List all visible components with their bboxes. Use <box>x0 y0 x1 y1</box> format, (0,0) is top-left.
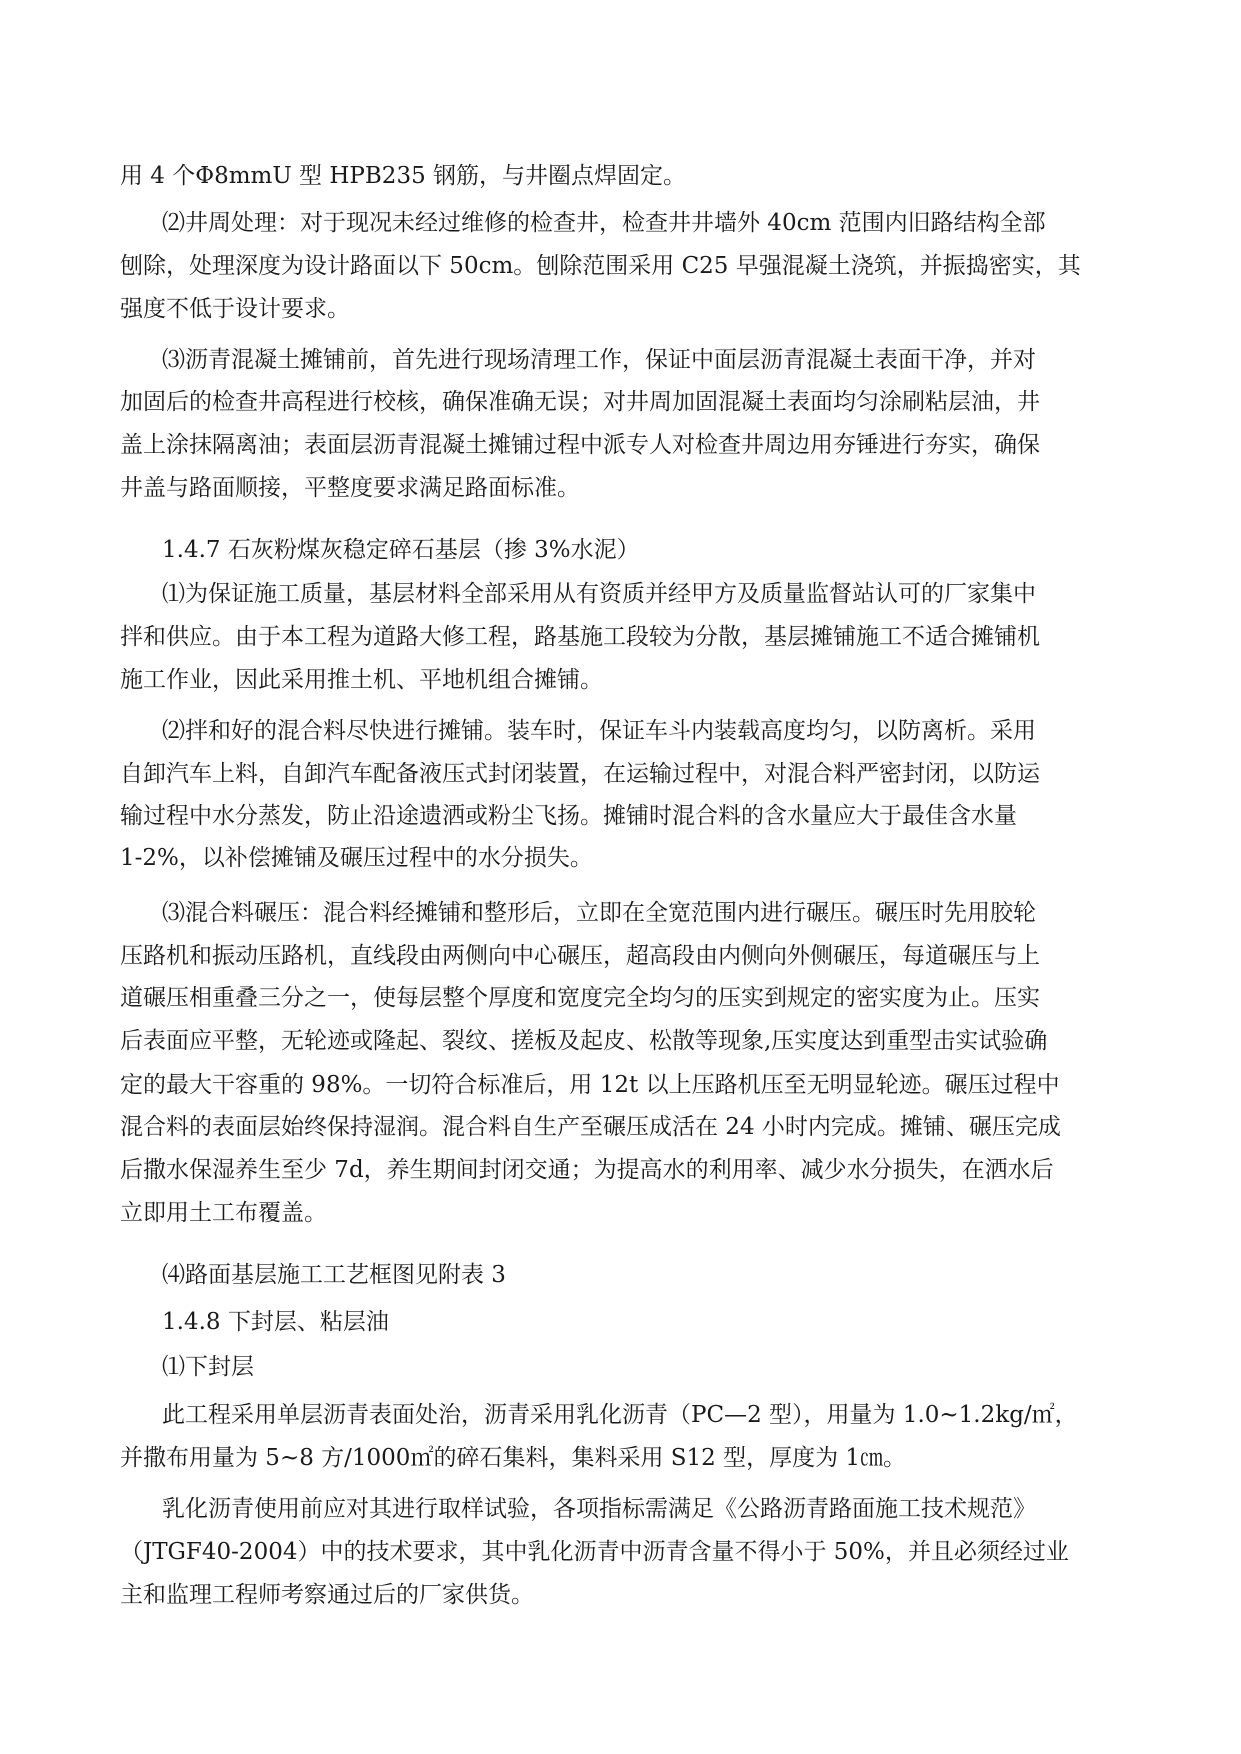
text-line: ⑷路面基层施工工艺框图见附表 3 <box>162 1262 506 1288</box>
text-line: 井盖与路面顺接，平整度要求满足路面标准。 <box>120 475 580 501</box>
text-line: 自卸汽车上料，自卸汽车配备液压式封闭装置，在运输过程中，对混合料严密封闭，以防运 <box>120 761 1040 787</box>
text-line: ⑵井周处理：对于现况未经过维修的检查井，检查井井墙外 40cm 范围内旧路结构全部 <box>162 210 1046 236</box>
text-line: 拌和供应。由于本工程为道路大修工程，路基施工段较为分散，基层摊铺施工不适合摊铺机 <box>120 624 1040 650</box>
text-line: 混合料的表面层始终保持湿润。混合料自生产至碾压成活在 24 小时内完成。摊铺、碾压完成 <box>120 1114 1061 1140</box>
text-line: 道碾压相重叠三分之一，使每层整个厚度和宽度完全均匀的压实到规定的密实度为止。压实 <box>120 985 1040 1011</box>
text-line: 加固后的检查井高程进行校核，确保准确无误；对井周加固混凝土表面均匀涂刷粘层油，井 <box>120 389 1040 415</box>
text-line: ⑶混合料碾压：混合料经摊铺和整形后，立即在全宽范围内进行碾压。碾压时先用胶轮 <box>162 900 1036 926</box>
text-line: 立即用土工布覆盖。 <box>120 1200 327 1226</box>
text-line: 用 4 个Φ8mmU 型 HPB235 钢筋，与井圈点焊固定。 <box>120 163 687 189</box>
text-line: 施工作业，因此采用推土机、平地机组合摊铺。 <box>120 667 603 693</box>
text-line: 乳化沥青使用前应对其进行取样试验，各项指标需满足《公路沥青路面施工技术规范》 <box>162 1496 1036 1522</box>
text-line: 主和监理工程师考察通过后的厂家供货。 <box>120 1582 534 1608</box>
text-line: ⑵拌和好的混合料尽快进行摊铺。装车时，保证车斗内装载高度均匀，以防离析。采用 <box>162 718 1036 744</box>
text-line: 输过程中水分蒸发，防止沿途遗洒或粉尘飞扬。摊铺时混合料的含水量应大于最佳含水量 <box>120 803 1017 829</box>
text-line: 并撒布用量为 5~8 方/1000㎡的碎石集料，集料采用 S12 型，厚度为 1㎝。 <box>120 1445 907 1471</box>
text-line: （JTGF40-2004）中的技术要求，其中乳化沥青中沥青含量不得小于 50%，并且必须经过业 <box>120 1539 1069 1565</box>
text-line: 压路机和振动压路机，直线段由两侧向中心碾压，超高段由内侧向外侧碾压，每道碾压与上 <box>120 943 1040 969</box>
text-line: 1-2%，以补偿摊铺及碾压过程中的水分损失。 <box>120 845 593 871</box>
text-line: ⑴下封层 <box>162 1354 254 1380</box>
section-heading: 1.4.7 石灰粉煤灰稳定碎石基层（掺 3%水泥） <box>162 537 640 563</box>
text-line: ⑴为保证施工质量，基层材料全部采用从有资质并经甲方及质量监督站认可的厂家集中 <box>162 581 1036 607</box>
text-line: ⑶沥青混凝土摊铺前，首先进行现场清理工作，保证中面层沥青混凝土表面干净，并对 <box>162 347 1036 373</box>
text-line: 此工程采用单层沥青表面处治，沥青采用乳化沥青（PC—2 型），用量为 1.0~1.2kg/㎡， <box>162 1402 1078 1428</box>
text-line: 后撒水保湿养生至少 7d，养生期间封闭交通；为提高水的利用率、减少水分损失，在洒水后 <box>120 1157 1054 1183</box>
section-heading: 1.4.8 下封层、粘层油 <box>162 1309 389 1335</box>
text-line: 盖上涂抹隔离油；表面层沥青混凝土摊铺过程中派专人对检查井周边用夯锤进行夯实，确保 <box>120 432 1040 458</box>
text-line: 后表面应平整，无轮迹或隆起、裂纹、搓板及起皮、松散等现象,压实度达到重型击实试验确 <box>120 1028 1048 1054</box>
text-line: 定的最大干容重的 98%。一切符合标准后，用 12t 以上压路机压至无明显轮迹。碾压过程中 <box>120 1072 1060 1098</box>
text-line: 强度不低于设计要求。 <box>120 296 350 322</box>
text-line: 刨除，处理深度为设计路面以下 50cm。刨除范围采用 C25 早强混凝土浇筑，并振捣密实，其 <box>120 253 1081 279</box>
